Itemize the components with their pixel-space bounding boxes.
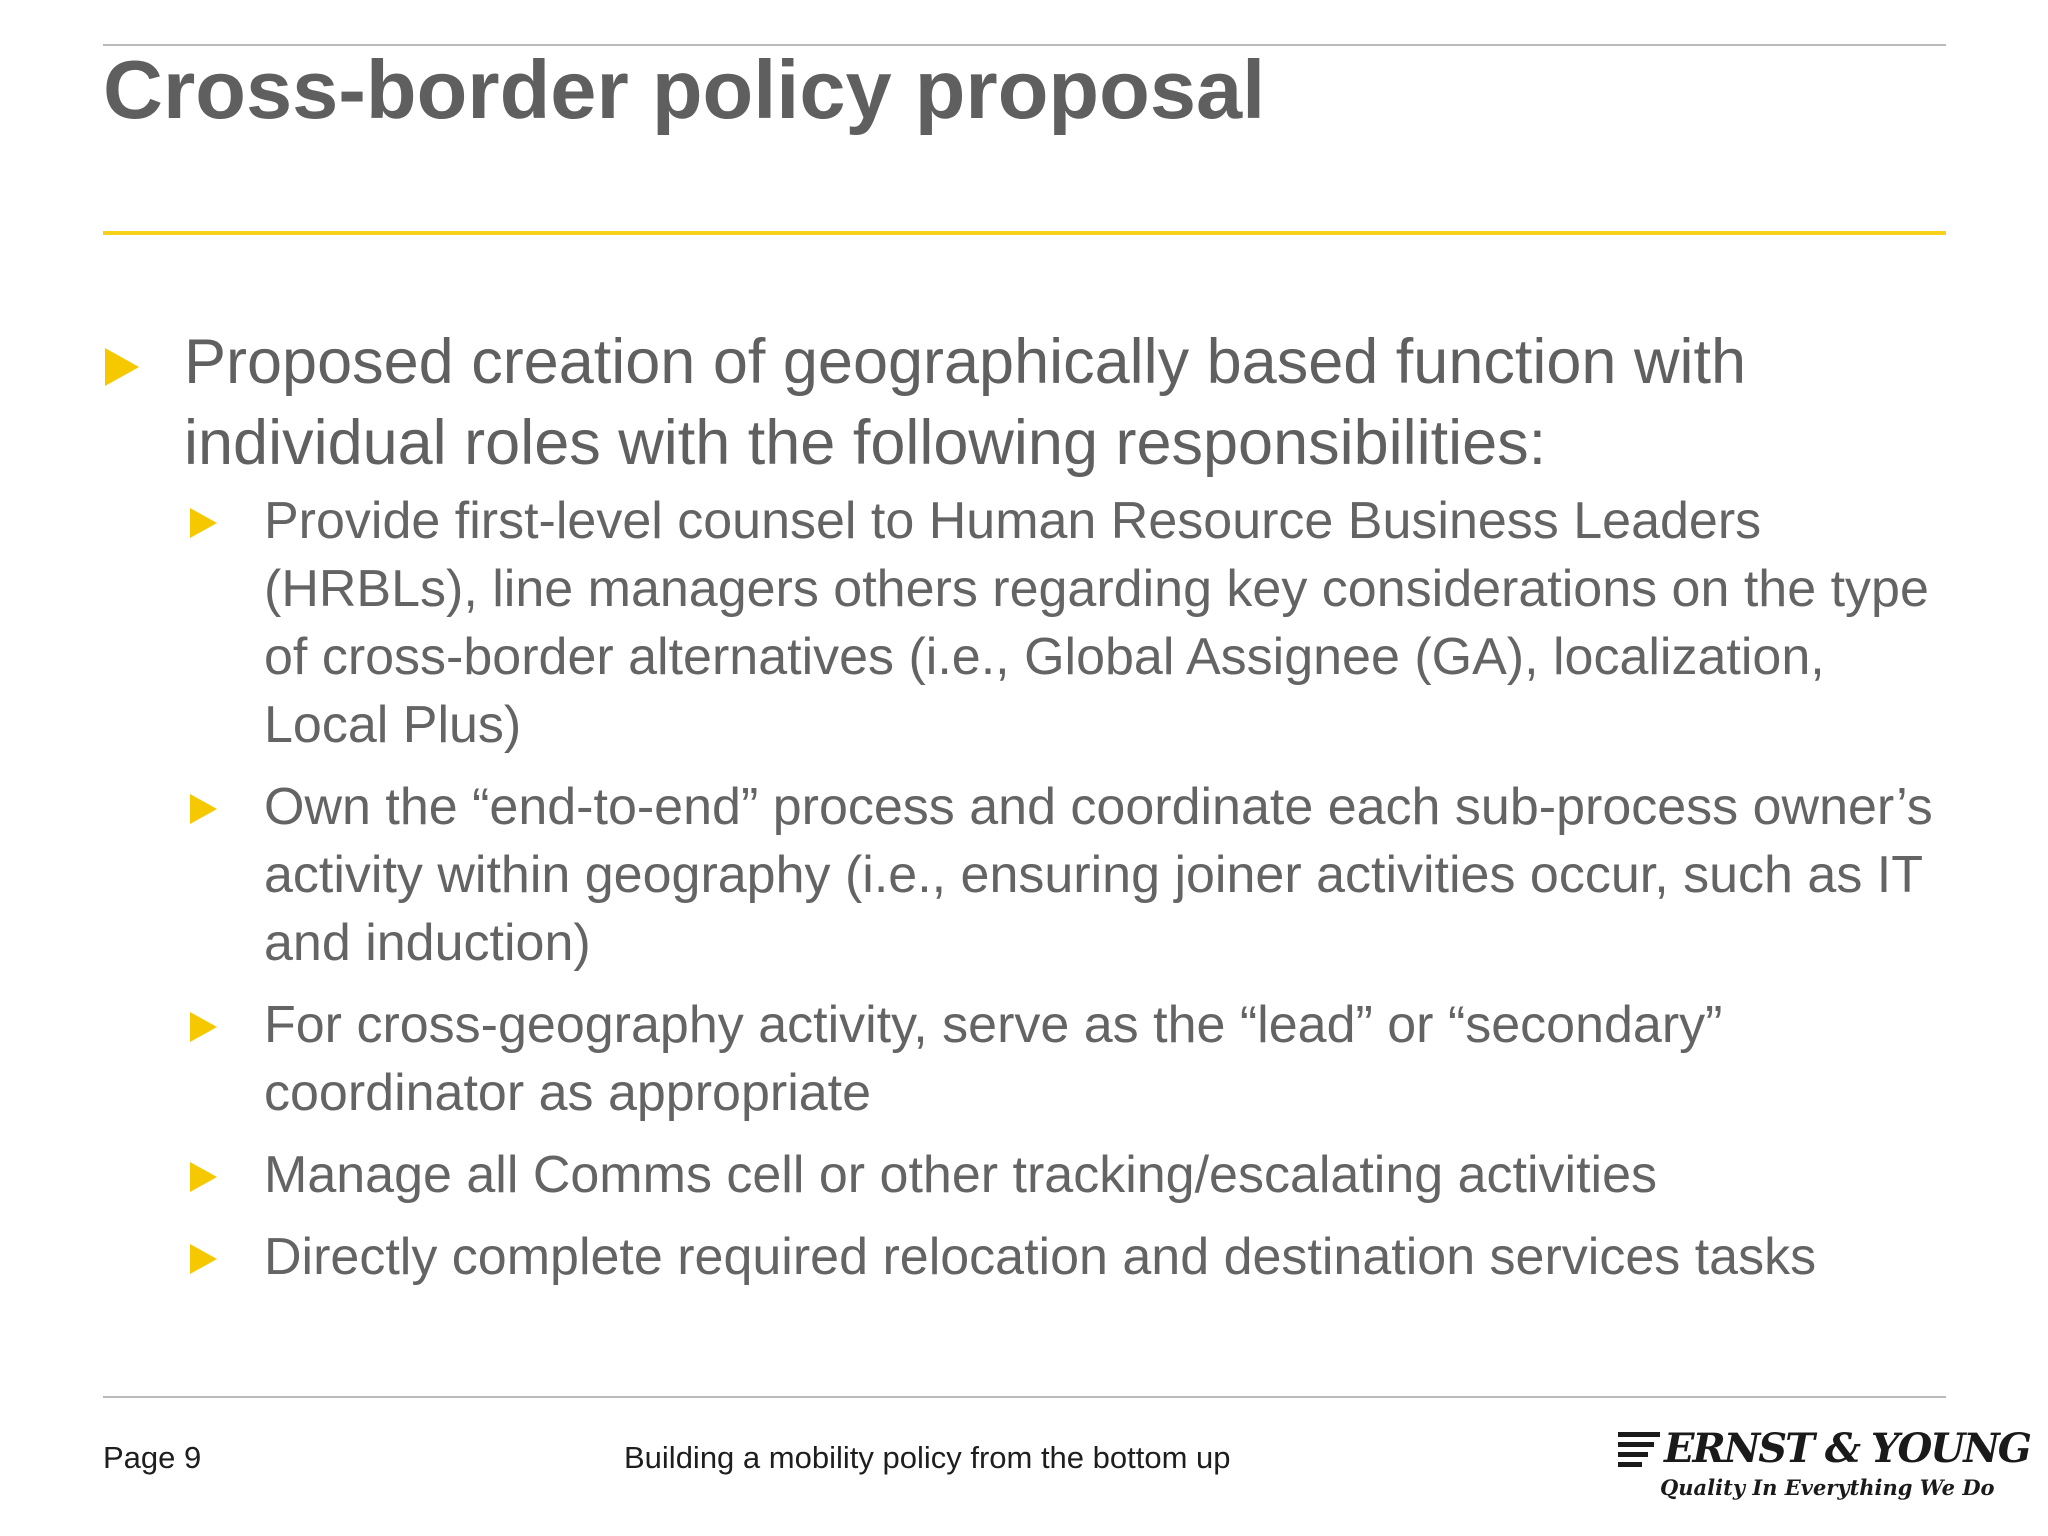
sub-bullet xyxy=(103,773,1946,977)
bullet-arrow-icon xyxy=(190,794,217,824)
bullet-arrow-icon xyxy=(105,348,139,386)
footer-caption: Building a mobility policy from the bottom up xyxy=(624,1440,1231,1475)
bullet-arrow-icon xyxy=(190,508,217,538)
sub-bullet-text: For cross-geography activity, serve as the “lead” or “secondary” coordinator as appropriate xyxy=(264,996,1723,1122)
ernst-young-logo xyxy=(1618,1425,2030,1507)
logo-tagline: Quality In Everything We Do xyxy=(1660,1475,1995,1500)
sub-bullet-text: Own the “end-to-end” process and coordinate each sub-process owner’s activity within geography (i.e., ensuring joiner activities occur, such as IT and induction) xyxy=(264,778,1933,972)
logo-mark-icon xyxy=(1618,1432,1660,1468)
logo-wordmark: ERNST & YOUNG xyxy=(1664,1425,2030,1472)
bullet-arrow-icon xyxy=(190,1244,217,1274)
sub-bullet xyxy=(103,991,1946,1127)
main-bullet-text: Proposed creation of geographically based function with individual roles with the following responsibilities: xyxy=(184,327,1746,478)
slide-title: Cross-border policy proposal xyxy=(103,43,1266,136)
footer-divider xyxy=(103,1396,1946,1398)
bullet-list xyxy=(103,322,1946,1305)
sub-bullet-text: Manage all Comms cell or other tracking/escalating activities xyxy=(264,1146,1658,1204)
bullet-arrow-icon xyxy=(190,1012,217,1042)
sub-bullet xyxy=(103,1223,1946,1291)
title-underline xyxy=(103,231,1946,235)
bullet-arrow-icon xyxy=(190,1162,217,1192)
main-bullet xyxy=(103,322,1946,484)
sub-bullet-list xyxy=(103,487,1946,1291)
sub-bullet-text: Provide first-level counsel to Human Resource Business Leaders (HRBLs), line managers others regarding key considerations on the type of cross-border alternatives (i.e., Global Assignee (GA), localization, Local Plus) xyxy=(264,492,1929,754)
page-number: Page 9 xyxy=(103,1440,202,1475)
sub-bullet-text: Directly complete required relocation and destination services tasks xyxy=(264,1228,1817,1286)
sub-bullet xyxy=(103,1141,1946,1209)
sub-bullet xyxy=(103,487,1946,759)
